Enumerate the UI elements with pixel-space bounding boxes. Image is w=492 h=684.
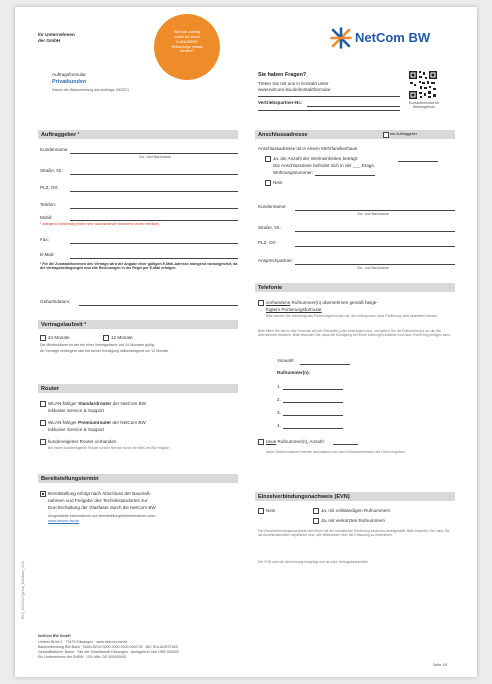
laufzeit-note-1: Die Mindestdauer ist wie bei einer Vertragsdauer von 24 Monaten gültig. <box>40 343 155 347</box>
brand-name: NetCom BW <box>355 30 431 45</box>
label-rufnummer-uebernehmen: vorhandene Rufnummer(n) übernehmen gemäß beige- <box>266 300 378 305</box>
label-premiumrouter-sub: inklusive Service & Support <box>48 427 104 432</box>
form-page <box>15 7 477 677</box>
footer-line-1: Unterer Brühl 2 · 73479 Ellwangen · www.netcom-bw.de <box>38 640 128 644</box>
label-kundenname: Kundenname: <box>40 147 69 152</box>
email-note: ¹ Für die Zustandekommen des Vertrags wird die Angabe einer gültigen E-Mail-Adresse zwingend vorausgesetzt, da die Vertragsbedingungen und alle Rechnungen in der Regel per E-Mail erfolgen. <box>40 262 238 271</box>
label-mfh-ja: Ja, die Anzahl der Wohneinheiten beträgt: <box>273 156 359 161</box>
evn-note-2: Der EVN wird der Abrechnung beigefügt und ist nicht Vertragsbestandteil. <box>258 560 369 564</box>
hint-kundenname: Vor- und Nachname <box>139 155 171 159</box>
bereitstellung-link[interactable]: www.netcom-bw.de <box>48 519 79 523</box>
bereitstellung-text-3: Durchschaltung der Glasfaser durch die NetCom BW <box>48 505 156 510</box>
checkbox-premiumrouter[interactable] <box>40 420 46 426</box>
footer-company: NetCom BW GmbH <box>38 634 71 638</box>
label-rufnummern: Rufnummer(n): <box>277 370 311 375</box>
checkbox-rufnummer-uebernehmen[interactable] <box>258 300 264 306</box>
field-strasse[interactable] <box>70 174 238 175</box>
field-mobil[interactable] <box>70 220 238 221</box>
checkbox-kundenrouter[interactable] <box>40 439 46 445</box>
field-rufnummer-3[interactable] <box>283 415 343 416</box>
label-12-monate: 12 Monate <box>111 335 133 340</box>
label-strasse: Straße, Nr.: <box>40 168 64 173</box>
label-anschluss-strasse: Straße, Nr.: <box>258 225 282 230</box>
label-plz: PLZ, Ort: <box>40 185 59 190</box>
mobil-note: ¹ zwingend notwendig (nicht mehr ausreichende Nummern rechts erteilbar) <box>40 222 160 226</box>
field-wohnungsnummer[interactable] <box>315 175 375 176</box>
section-router: Router <box>38 384 238 393</box>
checkbox-mfh-nein[interactable] <box>265 180 271 186</box>
side-reference: PKS_20210617|privat_Glasfaser_2021 <box>21 560 25 619</box>
checkbox-evn-verkuerzt[interactable] <box>313 518 319 524</box>
telefonie-note-block: Bitte füllen Sie hierzu das Formular auf der Rückseite (oder Unterlagen) aus, und geben Sie die Rufnummer(n) an, die Sie übernehmen möchten. Bitte beachten Sie, dass die Kündigung bei Ihrem bisherigen Anbieter erst nach Portierung erfolgen kann. <box>258 329 452 338</box>
hint-ansprechpartner: Vor- und Nachname <box>357 266 389 270</box>
label-premiumrouter: WLAN-fähiger Premiumrouter der NetCom BW <box>48 420 146 425</box>
field-plz[interactable] <box>70 191 238 192</box>
qr-code-icon[interactable] <box>408 70 438 100</box>
section-bereitstellung: Bereitstellungstermin <box>38 474 238 483</box>
rufnummer-3-label: 3. <box>277 410 281 415</box>
rufnummer-2-label: 2. <box>277 397 281 402</box>
label-standardrouter: WLAN-fähiger Standardrouter der NetCom BW <box>48 401 147 406</box>
form-reference: Datum der Wahrnehmung des Auftrags: 06/2021 <box>52 88 130 92</box>
label-fax: Fax: <box>40 237 49 242</box>
label-neue-rufnummer: neue Rufnummer(n), Anzahl: <box>266 439 325 444</box>
label-etage: Die Anschlussdose befindet sich in der ___ Etage, <box>273 163 376 168</box>
label-wohnungsnummer: Wohnungsnummer: <box>273 170 314 175</box>
label-anschluss-plz: PLZ, Ort: <box>258 240 277 245</box>
form-subtitle: Privatkunden <box>52 79 87 85</box>
field-ansprechpartner[interactable] <box>295 264 455 265</box>
page-number: Seite 1/5 <box>433 663 448 667</box>
footer-line-4: Ein Unternehmen der EnBW · USt-IdNr. DE 000000000 <box>38 655 127 659</box>
bereitstellung-text-1: Bereitstellung erfolgt nach Abschluss der Baumaß- <box>48 491 152 496</box>
questions-line-2: www.netcom-bw.de/kontaktformular <box>258 87 331 92</box>
evn-note: Der Einzelverbindungsnachweis wird Ihnen mit der monatlichen Rechnung kostenlos bereitgestellt. Bitte beachten Sie, dass Sie als Anschlussinhaber verpflichtet sind, alle Mitbenutzer über die Erfassung zu informieren. <box>258 529 450 538</box>
qr-caption: Kontaktformular für Webangebote <box>408 101 440 109</box>
link-portierungsformular[interactable]: fügtem Portierungsformular <box>266 307 322 312</box>
partner-number-field[interactable] <box>307 106 400 107</box>
label-kundenrouter: kundeneigener Router vorhanden <box>48 439 117 444</box>
footer-line-3: Geschäftsführer Name · Sitz der Gesellschaft Ellwangen · Amtsgericht Ulm HRB 000000 <box>38 650 179 654</box>
field-anschluss-strasse[interactable] <box>295 231 455 232</box>
label-evn-verkuerzt: Ja, mit verkürzten Rufnummern <box>321 518 386 523</box>
label-geburtsdatum: Geburtsdatum: <box>40 299 71 304</box>
field-anschluss-plz[interactable] <box>295 246 455 247</box>
section-vertragslaufzeit: Vertragslaufzeit ² <box>38 320 238 329</box>
label-wie-auftraggeber: wie Auftraggeber <box>390 132 417 136</box>
label-email: E-Mail: <box>40 252 55 257</box>
questions-title: Sie haben Fragen? <box>258 72 307 78</box>
label-24-monate: 24 Monate <box>48 335 70 340</box>
checkbox-bereitstellung[interactable] <box>40 491 46 497</box>
rufnummer-4-label: 4. <box>277 423 281 428</box>
checkbox-wie-auftraggeber[interactable] <box>383 132 389 138</box>
checkbox-evn-nein[interactable] <box>258 508 264 514</box>
bereitstellung-text-2: nahmen und Freigabe des Technikstandortes zur <box>48 498 148 503</box>
field-rufnummer-4[interactable] <box>283 428 343 429</box>
section-auftraggeber: Auftraggeber ¹ <box>38 130 238 139</box>
field-telefon[interactable] <box>70 208 238 209</box>
section-telefonie: Telefonie <box>255 283 455 292</box>
label-anschluss-kundenname: Kundenname: <box>258 204 287 209</box>
laufzeit-note-2: Ab Verträge verlängern sich bei keiner Kündigung stillschweigend um 12 Monate. <box>40 349 170 353</box>
label-mobil: Mobil: <box>40 215 53 220</box>
label-vorwahl: Vorwahl: <box>277 358 295 363</box>
footer-line-2: Bankverbindung BW-Bank · IBAN DE00 0000 0000 0000 0000 00 · BIC SOLADEST600 <box>38 645 178 649</box>
kundenrouter-note: Bei einem kundeneigenen Router ist kein Service durch die NetCom BW möglich <box>48 446 170 450</box>
company-line-1: Ihr Unternehmen <box>38 32 75 37</box>
form-title: Auftragsformular <box>52 72 86 77</box>
field-anschluss-kundenname[interactable] <box>295 210 455 211</box>
label-evn-nein: Nein <box>266 508 276 513</box>
label-ansprechpartner: Ansprechpartner: <box>258 258 294 263</box>
checkbox-12-monate[interactable] <box>103 335 109 341</box>
section-evn: Einzelverbindungsnachweis (EVN) <box>255 492 455 501</box>
label-standardrouter-sub: inklusive Service & Support <box>48 408 104 413</box>
checkbox-mfh-ja[interactable] <box>265 156 271 162</box>
bereitstellung-note: Ausgewählte Informationen zur Bereitstellung/Inbetriebnahme unter <box>48 514 156 518</box>
field-kundenname[interactable] <box>70 153 238 154</box>
label-evn-vollstaendig: Ja, mit vollständigen Rufnummern <box>321 508 391 513</box>
checkbox-evn-vollstaendig[interactable] <box>313 508 319 514</box>
checkbox-neue-rufnummer[interactable] <box>258 439 264 445</box>
hint-anschluss-kundenname: Vor- und Nachname <box>357 212 389 216</box>
field-anzahl-rufnummern[interactable] <box>333 444 358 445</box>
checkbox-standardrouter[interactable] <box>40 401 46 407</box>
field-vorwahl[interactable] <box>300 364 350 365</box>
info-circle-text: Wird der Auftrag vorher bei Ihnen in ANDERER Reihenfolge erfasst werden? <box>171 30 203 54</box>
rufnummer-1-label: 1. <box>277 384 281 389</box>
label-telefon: Telefon: <box>40 202 57 207</box>
questions-line-1: Treten Sie mit uns in Kontakt unter <box>258 81 329 86</box>
field-wohneinheiten[interactable] <box>398 161 438 162</box>
portierung-note: Bitte senden Sie unbedingt das Portierungsformular mit, der Auftrag kann ohne Portierung nicht bearbeitet werden. <box>266 314 439 318</box>
field-rufnummer-1[interactable] <box>283 389 343 390</box>
section-anschlussadresse: Anschlussadresse <box>255 130 455 139</box>
company-line-2: der GmbH <box>38 38 61 43</box>
field-email[interactable] <box>70 258 238 259</box>
partner-number-label: Vertriebspartner-Nr.: <box>258 100 303 105</box>
netcom-logo-icon <box>330 27 352 49</box>
neue-rufnummer-note: Neue Telefonnummern werden automatisch aus dem Rufnummernblock des Ortes vergeben. <box>266 450 406 454</box>
field-fax[interactable] <box>70 243 238 244</box>
mehrfamilienhaus-label: Anschlussadresse ist in einem Mehrfamilienhaus <box>258 146 358 151</box>
field-rufnummer-2[interactable] <box>283 402 343 403</box>
checkbox-24-monate[interactable] <box>40 335 46 341</box>
field-geburtsdatum[interactable] <box>79 305 238 306</box>
label-mfh-nein: Nein <box>273 180 283 185</box>
